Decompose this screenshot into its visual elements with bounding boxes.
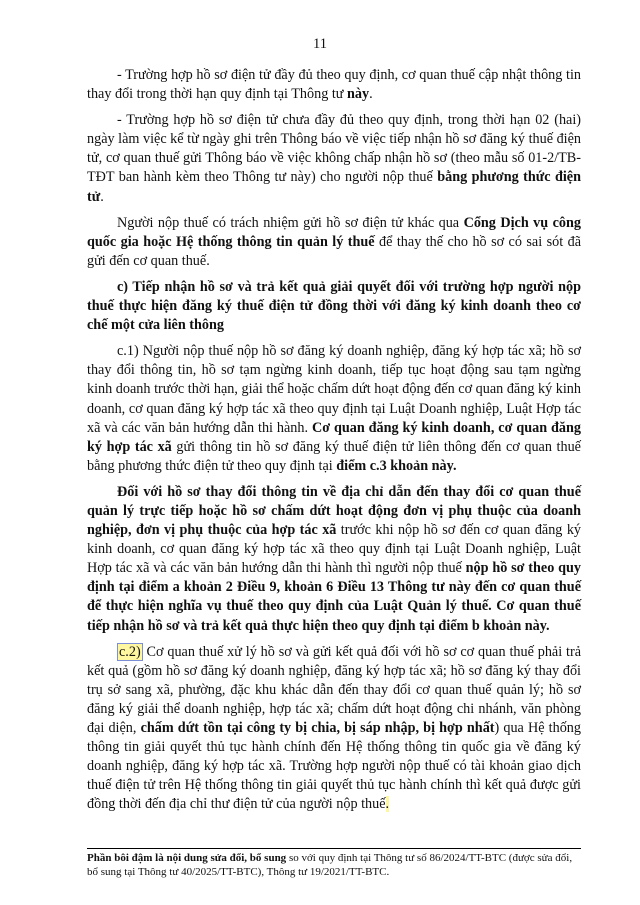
text-run: Cơ quan thuế xử lý hồ sơ và gửi kết quả đối với hồ sơ cơ quan thuế phải trả kết quả (gồm hồ sơ đăng ký doanh nghiệp, đăng ký hợp tác xã; hồ sơ đăng ký thay đổi trụ sở sang xã, phường, đặc khu khác dẫn đến thay đổi cơ quan thuế quản lý; hồ sơ đăng ký giải thể doanh nghiệp, hợp tác xã; chấm dứt hoạt động chi nhánh, văn phòng đại diện, [87, 643, 581, 736]
paragraph [87, 111, 581, 206]
text-run: - Trường hợp hồ sơ điện tử đầy đủ theo quy định, cơ quan thuế cập nhật thông tin thay đổi trong thời hạn quy định tại Thông tư [87, 67, 581, 103]
text-run: . [369, 86, 373, 103]
paragraph [87, 214, 581, 271]
bold-text-run: Cơ quan đăng ký kinh doanh, cơ quan đăng ký hợp tác xã [87, 419, 582, 455]
text-run: . [100, 188, 104, 205]
footnote-bold-text: Phần bôi đậm là nội dung sửa đổi, bổ sung [87, 852, 287, 864]
text-run: - Trường hợp hồ sơ điện tử chưa đầy đủ theo quy định, trong thời hạn 02 (hai) ngày làm việc kể từ ngày ghi trên Thông báo về việc tiếp nhận hồ sơ đăng ký thuế điện tử, cơ quan thuế gửi Thông báo về việc không chấp nhận hồ sơ (theo mẫu số 01-2/TB-TĐT ban hành kèm theo Thông tư này) cho người nộp thuế [87, 112, 581, 186]
text-run: gửi thông tin hồ sơ đăng ký thuế điện tử liên thông đến cơ quan thuế bằng phương thức điện tử theo quy định tại [87, 438, 581, 474]
bold-text-run: điểm c.3 khoản này. [336, 457, 457, 474]
highlighted-text: c.2) [119, 643, 141, 660]
text-run: Người nộp thuế có trách nhiệm gửi hồ sơ điện tử khác qua [117, 214, 464, 231]
bold-text-run: nộp hồ sơ theo quy định tại điểm a khoản 2 Điều 9, khoản 6 Điều 13 Thông tư này đến cơ quan thuế để thực hiện nghĩa vụ thuế theo quy định của Luật Quản lý thuế. Cơ quan thuế tiếp nhận hồ sơ và trả kết quả thực hiện theo quy định tại điểm b khoản này. [87, 560, 581, 634]
highlighted-text: . [385, 796, 390, 813]
text-run: ) qua Hệ thống thông tin giải quyết thủ tục hành chính đến Hệ thống thông tin quốc gia về đăng ký doanh nghiệp, đăng ký hợp tác xã. Trường hợp người nộp thuế có tài khoản giao dịch thuế điện tử trên Hệ thống thông tin giải quyết thủ tục hành chính thì kết quả được gửi đồng thời đến địa chỉ thư điện tử của người nộp thuế [87, 720, 581, 813]
bold-text-run: này [347, 86, 370, 103]
bold-text-run: chấm dứt tồn tại công ty bị chia, bị sáp nhập, bị hợp nhất [140, 720, 495, 736]
bold-text-run: bằng phương thức điện tử [87, 169, 581, 205]
paragraph [87, 66, 581, 104]
bold-text-run: Đối với hồ sơ thay đổi thông tin về địa chỉ dẫn đến thay đổi cơ quan thuế quản lý trực tiếp hoặc hồ sơ chấm dứt hoạt động đơn vị phụ thuộc của doanh nghiệp, đơn vị phụ thuộc của hợp tác xã [87, 483, 581, 539]
bold-text-run: c) Tiếp nhận hồ sơ và trả kết quả giải quyết đối với trường hợp người nộp thuế thực hiện đăng ký thuế điện tử đồng thời với đăng ký kinh doanh theo cơ chế một cửa liên thông [87, 278, 581, 334]
document-body [87, 66, 581, 821]
paragraph [87, 483, 581, 636]
section-heading [87, 278, 581, 335]
footnote-divider [87, 848, 581, 849]
page-number: 11 [313, 36, 327, 52]
footnote [87, 852, 581, 879]
bold-text-run: Cổng Dịch vụ công quốc gia hoặc Hệ thống thông tin quản lý thuế [87, 214, 582, 250]
paragraph [87, 342, 581, 476]
text-run: trước khi nộp hồ sơ đến cơ quan đăng ký kinh doanh, cơ quan đăng ký hợp tác xã theo quy định tại Luật Doanh nghiệp, Luật Hợp tác xã và các văn bản hướng dẫn thi hành thì người nộp thuế [87, 522, 582, 577]
footnote-text: so với quy định tại Thông tư số 86/2024/TT-BTC (được sửa đổi, bổ sung tại Thông tư 40/2025/TT-BTC), Thông tư 19/2021/TT-BTC. [87, 852, 573, 878]
text-run: để thay thế cho hồ sơ có sai sót đã gửi đến cơ quan thuế. [87, 233, 581, 269]
text-run: c.1) Người nộp thuế nộp hồ sơ đăng ký doanh nghiệp, đăng ký hợp tác xã; hồ sơ thay đổi thông tin, hồ sơ tạm ngừng kinh doanh, tiếp tục hoạt động sau tạm ngừng kinh doanh trước thời hạn, giải thể hoặc chấm dứt hoạt động đến cơ quan đăng ký kinh doanh, cơ quan đăng ký hợp tác xã theo quy định tại Luật Doanh nghiệp, Luật Hợp tác xã và các văn bản hướng dẫn thi hành. [87, 343, 581, 436]
paragraph [87, 643, 581, 815]
